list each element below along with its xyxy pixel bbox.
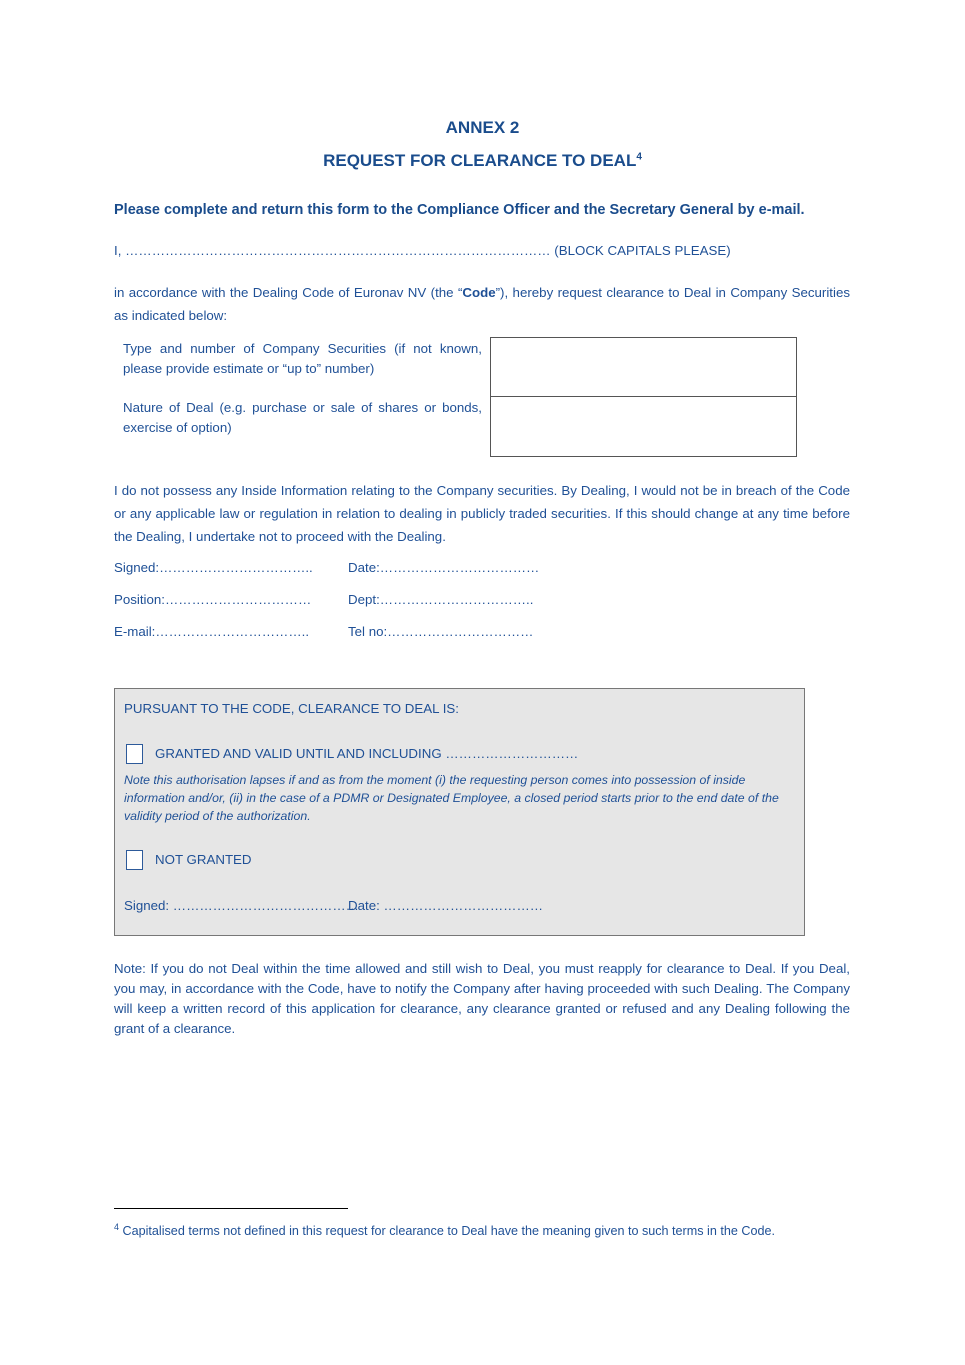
footnote-text: Capitalised terms not defined in this request for clearance to Deal have the meaning given to such terms in the Code. — [119, 1224, 775, 1239]
form-title-text: REQUEST FOR CLEARANCE TO DEAL — [323, 151, 637, 170]
intro-text-end: ”), hereby request clearance to Deal in Company Securities as indicated below: — [114, 285, 850, 323]
nature-input[interactable] — [490, 396, 797, 457]
field-label-nature: Nature of Deal (e.g. purchase or sale of shares or bonds, exercise of option) — [123, 400, 482, 435]
intro — [114, 281, 850, 327]
not-granted-checkbox[interactable] — [126, 850, 143, 870]
code-term: Code — [462, 285, 496, 300]
name-field[interactable]: …………………………………………………………………………………… — [125, 243, 551, 258]
position-field[interactable]: Position:…………………………… — [114, 592, 312, 607]
annex-heading: ANNEX 2 — [445, 118, 520, 137]
tel-field[interactable]: Tel no:…………………………… — [348, 624, 534, 639]
declaration: I do not possess any Inside Information relating to the Company securities. By Dealing, I would not be in breach of the Code or any applicable law or regulation in relation to dealing in publicly traded securities. If this should change at any time before the Dealing, I undertake not to proceed with the Dealing. — [114, 483, 850, 544]
footnote-number: 4 — [114, 1222, 120, 1232]
name-prefix: I, — [114, 243, 126, 258]
intro-text: in accordance with the Dealing Code of Euronav NV (the “ — [114, 285, 463, 300]
clearance-heading: PURSUANT TO THE CODE, CLEARANCE TO DEAL IS: — [124, 701, 459, 716]
instruction: Please complete and return this form to the Compliance Officer and the Secretary General by e-mail. — [114, 202, 805, 218]
footnote — [114, 1219, 850, 1239]
email-field[interactable]: E-mail:…………………………….. — [114, 624, 310, 639]
date-field[interactable]: Date:……………………………… — [348, 560, 540, 575]
field-label-securities: Type and number of Company Securities (if not known, please provide estimate or “up to” number) — [123, 341, 482, 376]
closing-note: Note: If you do not Deal within the time allowed and still wish to Deal, you must reapply for clearance to Deal. If you Deal, you may, in accordance with the Code, have to notify the Company after having proceeded with such Dealing. The Company will keep a written record of this application for clearance, any clearance granted or refused and any Dealing following the grant of a clearance. — [114, 961, 850, 1036]
authorisation-note: Note this authorisation lapses if and as from the moment (i) the requesting person comes into possession of inside information and/or, (ii) in the case of a PDMR or Designated Employee, a closed period starts prior to the end date of the validity period of the authorization. — [124, 773, 779, 823]
not-granted-label: NOT GRANTED — [155, 852, 252, 867]
footnote-ref: 4 — [636, 151, 642, 163]
dept-field[interactable]: Dept:…………………………….. — [348, 592, 534, 607]
clearance-signed-field[interactable]: Signed: …………………………………… — [124, 898, 359, 913]
name-suffix: (BLOCK CAPITALS PLEASE) — [550, 243, 731, 258]
clearance-date-field[interactable]: Date: ……………………………… — [348, 898, 544, 913]
name-line[interactable] — [114, 243, 731, 258]
granted-label: GRANTED AND VALID UNTIL AND INCLUDING ………………………… — [155, 746, 579, 761]
footnote-divider — [114, 1208, 348, 1209]
securities-input[interactable] — [490, 337, 797, 398]
clearance-box — [114, 688, 805, 936]
signed-field[interactable]: Signed:…………………………….. — [114, 560, 313, 575]
form-title — [0, 151, 965, 171]
granted-checkbox[interactable] — [126, 744, 143, 764]
